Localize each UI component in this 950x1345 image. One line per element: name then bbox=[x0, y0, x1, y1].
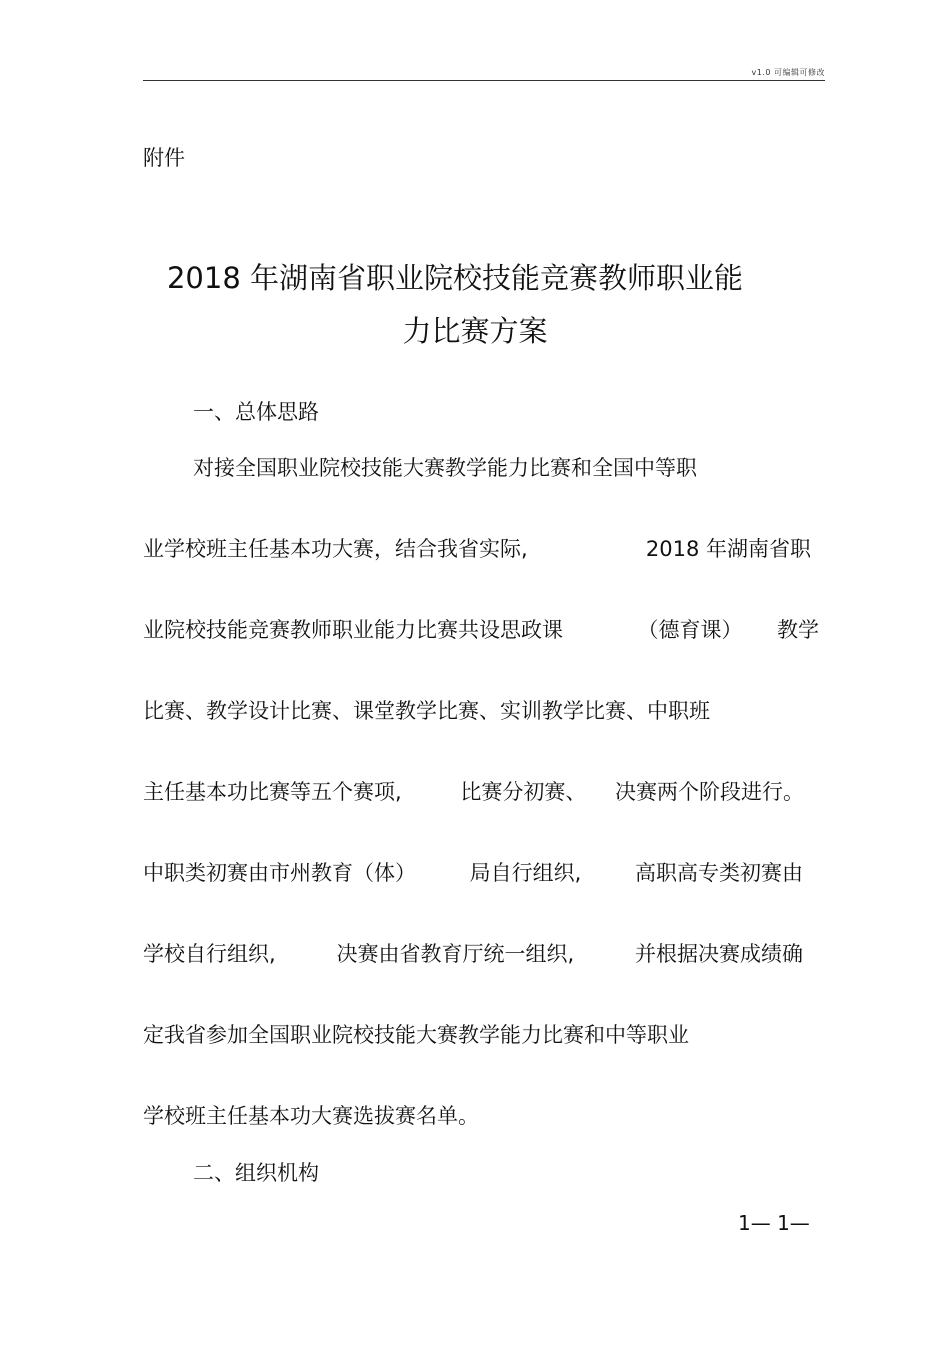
document-title-line-2: 力比赛方案 bbox=[402, 314, 548, 348]
paragraph-line bbox=[143, 859, 819, 887]
paragraph-line bbox=[143, 697, 819, 725]
paragraph-line bbox=[193, 454, 819, 482]
paragraph-line bbox=[143, 535, 819, 563]
paragraph-line bbox=[143, 778, 819, 806]
paragraph-segment: 定我省参加全国职业院校技能大赛教学能力比赛和中等职业 bbox=[143, 1023, 689, 1047]
header-version: v1.0 可编辑可修改 bbox=[751, 68, 825, 77]
attachment-label: 附件 bbox=[143, 146, 185, 170]
paragraph-segment: 高职高专类初赛由 bbox=[635, 861, 803, 885]
paragraph-segment: 并根据决赛成绩确 bbox=[635, 942, 803, 966]
paragraph-segment: 决赛由省教育厅统一组织, bbox=[336, 942, 575, 966]
paragraph-line bbox=[143, 1021, 819, 1049]
document-title-line-1: 2018 年湖南省职业院校技能竞赛教师职业能 bbox=[166, 261, 744, 295]
header-rule bbox=[143, 80, 825, 81]
paragraph-segment: 局自行组织, bbox=[469, 861, 582, 885]
section-heading-1: 一、总体思路 bbox=[193, 400, 319, 424]
paragraph-line bbox=[143, 940, 819, 968]
paragraph-line bbox=[143, 616, 819, 644]
paragraph-segment: 学校自行组织, bbox=[143, 942, 276, 966]
paragraph-segment: 对接全国职业院校技能大赛教学能力比赛和全国中等职 bbox=[193, 456, 697, 480]
page-number: 1— 1— bbox=[738, 1211, 810, 1235]
paragraph-segment: 中职类初赛由市州教育（体） bbox=[143, 861, 416, 885]
paragraph-segment: 教学 bbox=[777, 618, 819, 642]
paragraph-segment: 比赛分初赛、 bbox=[460, 780, 587, 804]
paragraph-segment: 业学校班主任基本功大赛，结合我省实际, bbox=[143, 537, 528, 561]
paragraph-segment: （德育课） bbox=[637, 618, 743, 642]
paragraph-segment: 比赛、教学设计比赛、课堂教学比赛、实训教学比赛、中职班 bbox=[143, 699, 710, 723]
paragraph-segment: 决赛两个阶段进行。 bbox=[615, 780, 804, 804]
paragraph-segment: 2018 年湖南省职 bbox=[645, 537, 811, 561]
paragraph-line bbox=[143, 1102, 819, 1130]
paragraph-segment: 主任基本功比赛等五个赛项, bbox=[143, 780, 402, 804]
section-heading-2: 二、组织机构 bbox=[193, 1161, 319, 1185]
paragraph-segment: 学校班主任基本功大赛选拔赛名单。 bbox=[143, 1104, 479, 1128]
paragraph-segment: 业院校技能竞赛教师职业能力比赛共设思政课 bbox=[143, 618, 563, 642]
